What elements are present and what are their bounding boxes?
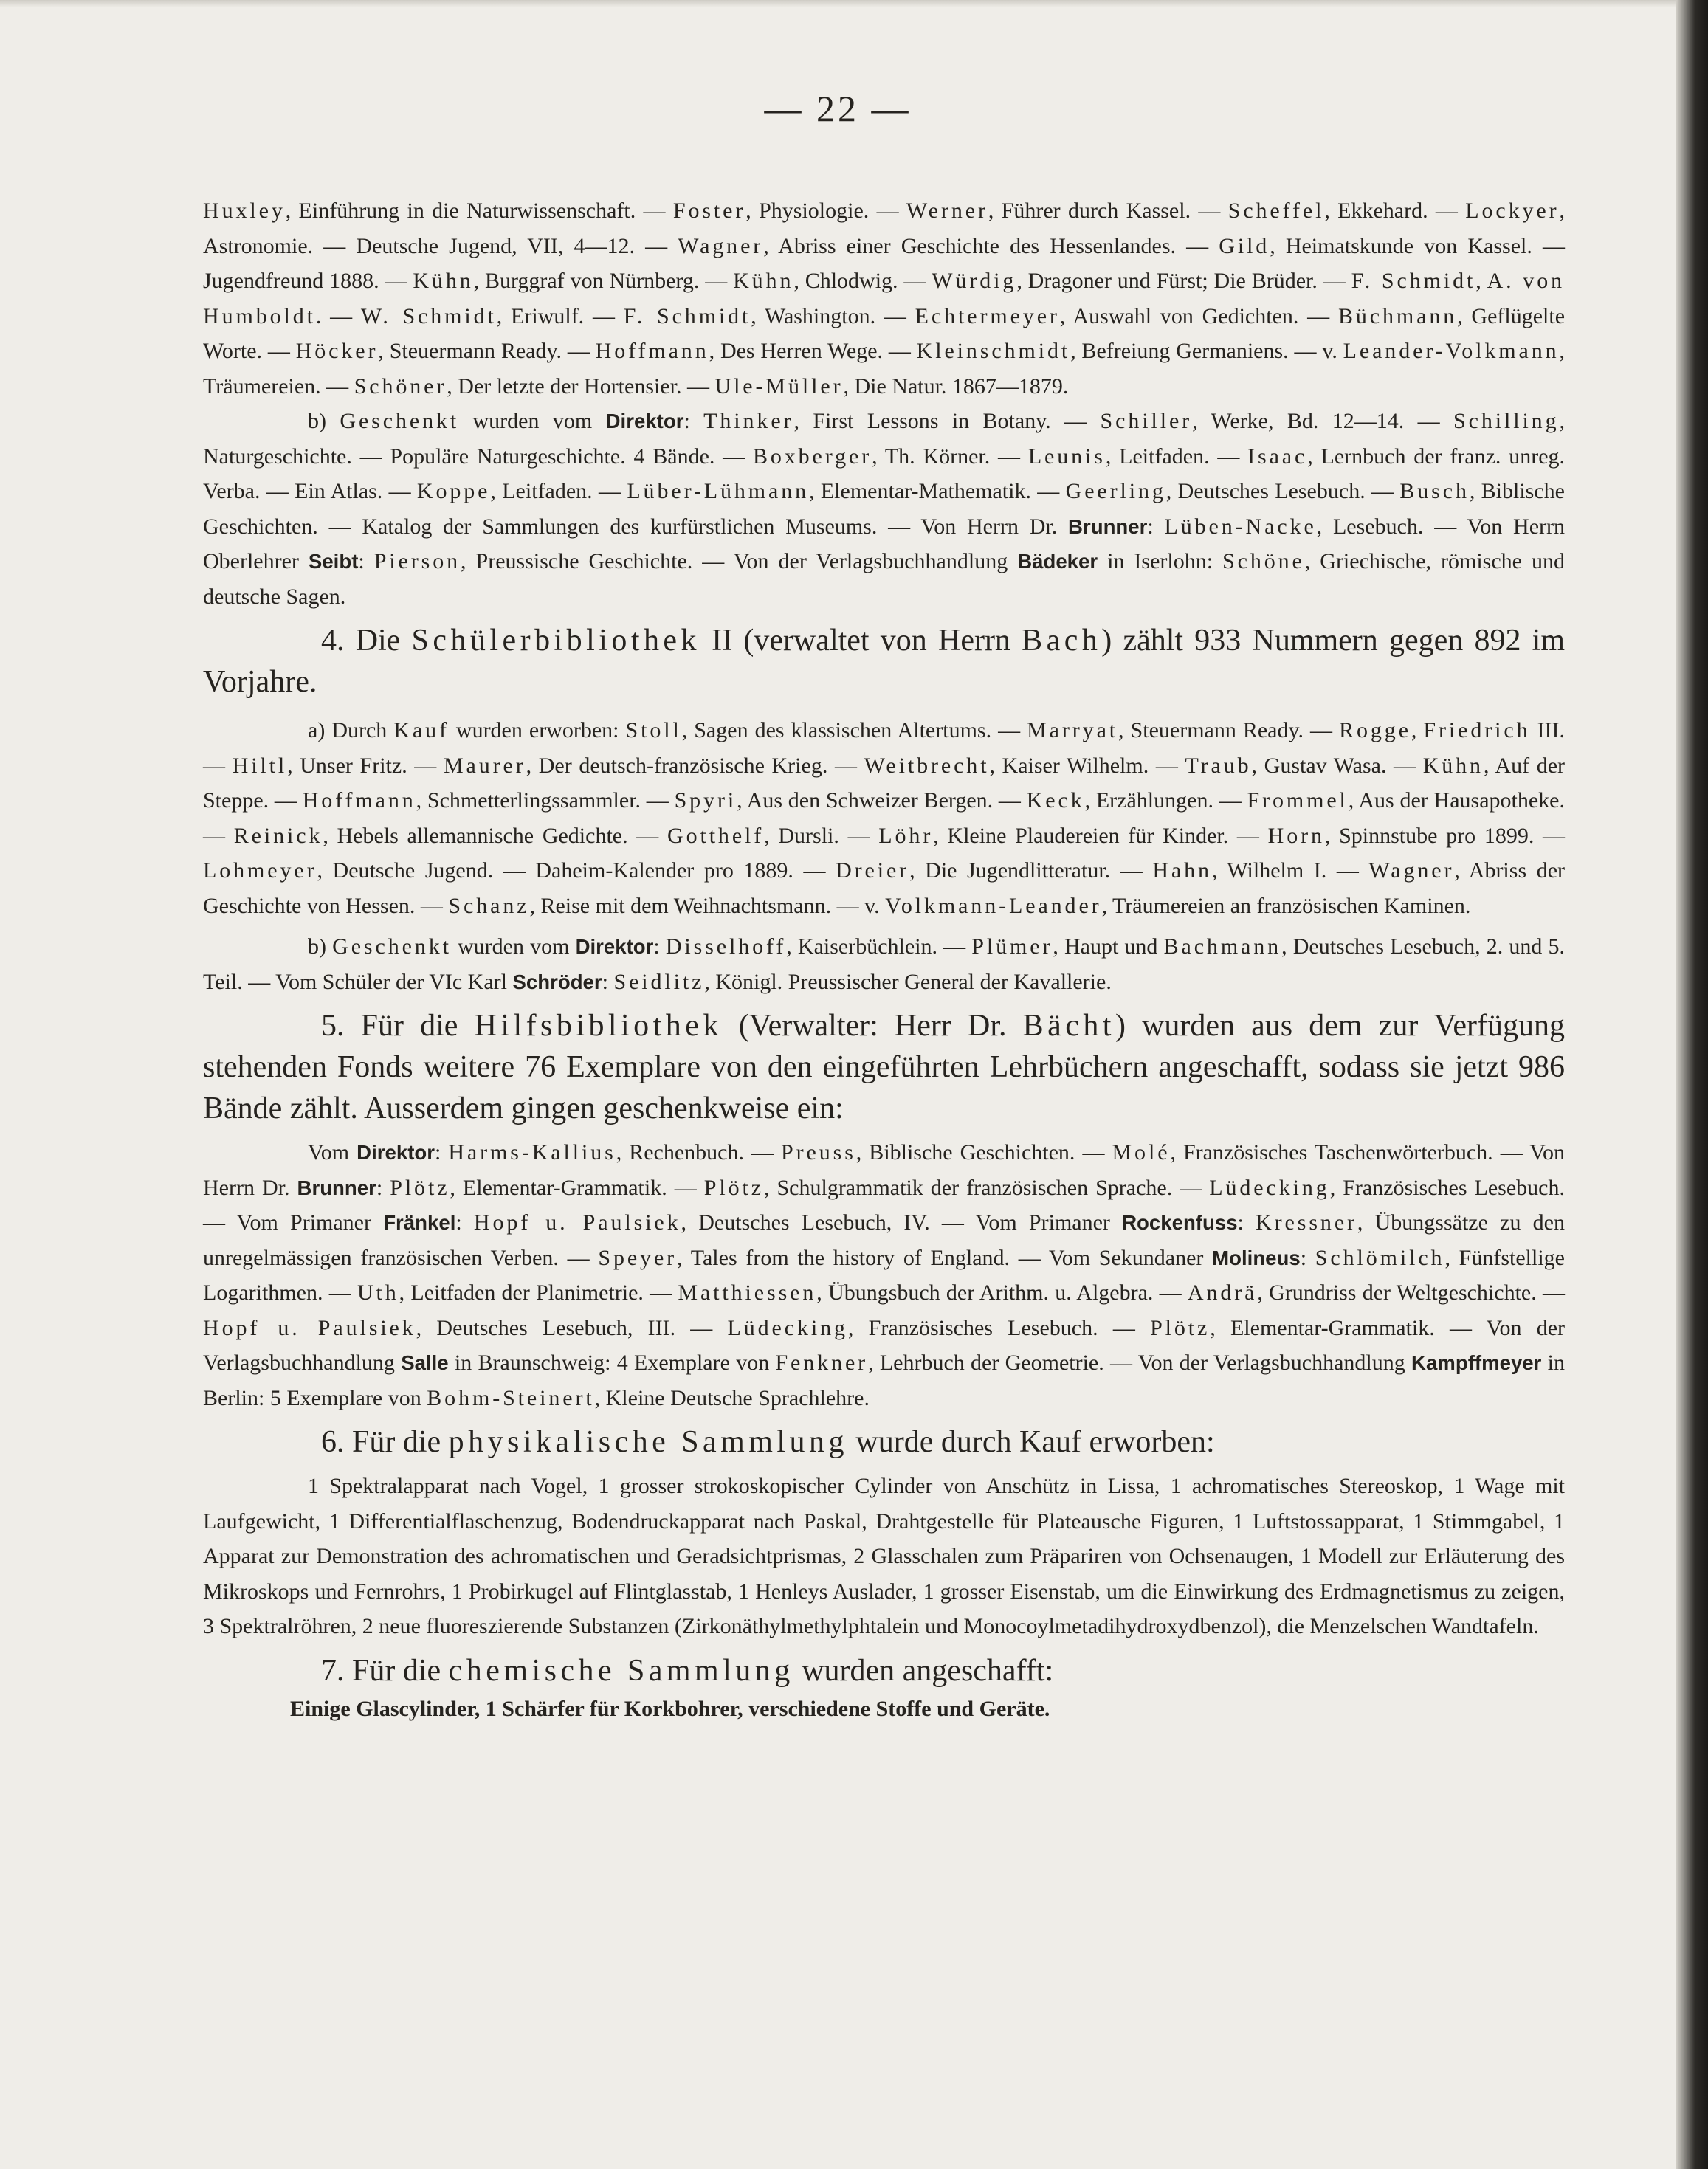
text-run: , Tales from the history of England. — Vom Sekundaner [677,1245,1213,1270]
spaced-name: Bächt [1022,1009,1115,1043]
spaced-name: Pierson [373,549,461,573]
spaced-name: Werner [906,199,988,223]
spaced-name: Echtermeyer [915,303,1060,328]
text-run: wurde durch Kauf erworben: [847,1425,1215,1459]
spaced-name: Uth [357,1280,399,1305]
spaced-name: Busch [1399,479,1470,503]
text-run: , Kleine Deutsche Sprachlehre. [594,1385,870,1410]
text-run: , Träumereien. — [203,339,1565,399]
text-run: , Grundriss der Weltgeschichte. — [1257,1280,1565,1305]
spaced-name: Koppe [416,479,491,503]
text-run: wurden vom [459,409,606,433]
text-run: , Lehrbuch der Geometrie. — Von der Verlagsbuchhandlung [868,1351,1412,1375]
text-run: , Werke, Bd. 12—14. — [1192,409,1454,433]
spaced-name: Kauf [393,718,450,742]
text-run: , Chlodwig. — [793,269,932,293]
text-run: , Haupt und [1053,934,1164,959]
spaced-name: Schöner [354,373,447,399]
text-run: , Gustav Wasa. — [1251,753,1423,778]
spaced-name: Dreier [836,858,910,883]
spaced-name: Speyer [598,1245,678,1270]
text-run: ) zählt 933 Nummern gegen 892 im Vorjahre. [203,624,1565,699]
text-run: , Deutsches Lesebuch, IV. — Vom Primaner [681,1210,1123,1235]
text-run: , Übungsbuch der Arithm. u. Algebra. — [816,1280,1188,1305]
text-run: , Befreiung Germaniens. — v. [1070,339,1343,363]
spaced-name: Geschenkt [332,934,452,959]
spaced-name: physikalische Sammlung [448,1425,848,1459]
text-run: b) [308,409,340,433]
section-heading-5 [203,1005,1565,1129]
spaced-name: Volkmann-Leander [885,893,1102,918]
text-run: , Astronomie. — Deutsche Jugend, VII, 4—12. — [203,199,1565,258]
text-run: , [1411,718,1424,742]
spaced-name: Schanz [448,893,530,918]
spaced-name: Foster [672,199,746,223]
spaced-name: Maurer [443,753,526,778]
spaced-name: Frommel [1247,788,1349,813]
text-run: , Aus den Schweizer Bergen. — [737,788,1027,813]
text-run: in Berlin: 5 Exemplare von [203,1351,1565,1410]
text-run: , Kleine Plaudereien für Kinder. — [933,823,1268,848]
text-run: 4. Die [321,624,412,658]
text-run: , Einführung in die Naturwissenschaft. — [285,199,673,223]
paragraph-donations-pupils [203,929,1565,999]
spaced-name: Wagner [1368,858,1455,883]
spaced-name: Kühn [733,269,794,293]
text-run: , Wilhelm I. — [1211,858,1369,883]
spaced-name: Thinker [703,409,794,433]
bold-name: Direktor [575,935,654,958]
text-run: . — [315,303,361,328]
spaced-name: Plötz [390,1175,450,1200]
spaced-name: Hoffmann [302,788,416,813]
spaced-name: Rogge [1339,718,1411,742]
text-run: , Steuermann Ready. — [1118,718,1340,742]
text-run: : [376,1175,390,1200]
page-number: — 22 — [764,88,912,129]
text-run: , Sagen des klassischen Altertums. — [681,718,1027,742]
spaced-name: Seidlitz [613,969,705,994]
text-run: in Braunschweig: 4 Exemplare von [448,1351,776,1375]
spaced-name: Spyri [674,788,737,813]
spaced-name: Hilfsbibliothek [474,1009,723,1043]
text-run: , Deutsches Lesebuch, III. — [416,1315,728,1340]
section-heading-7 [203,1650,1565,1692]
text-run: , Burggraf von Nürnberg. — [473,269,734,293]
text-run: , Geflügelte Worte. — [203,303,1566,363]
text-run: , Auf der Steppe. — [203,753,1566,813]
scan-top-shadow [0,0,1676,7]
spaced-name: Lüben-Nacke [1164,514,1317,539]
spaced-name: F. Schmidt [623,303,751,328]
text-run: , Deutsches Lesebuch. — [1165,479,1400,503]
text-run: , Leitfaden. — [1105,444,1248,469]
text-run: : [358,549,374,573]
text-run: : [1300,1245,1315,1270]
text-run: , Physiologie. — [745,199,906,223]
spaced-name: W. Schmidt [360,303,497,328]
text-run: : [1147,514,1165,539]
paragraph-purchases [203,713,1565,923]
text-run: , Auswahl von Gedichten. — [1059,303,1338,328]
text-run: , First Lessons in Botany. — [793,409,1101,433]
spaced-name: Plümer [971,934,1053,959]
text-run: , Biblische Geschichten. — Katalog der Sammlungen des kurfürstlichen Museums. — Von Herrn Dr. [203,479,1565,539]
bold-name: Bädeker [1017,550,1098,573]
text-run: , Deutsches Lesebuch, 2. und 5. Teil. — Vom Schüler der VIc Karl [203,934,1565,994]
text-run: , Th. Körner. — [872,444,1028,469]
text-run: , [1475,269,1487,293]
spaced-name: Keck [1026,788,1085,813]
spaced-name: Plötz [1150,1315,1211,1340]
text-run: , Abriss einer Geschichte des Hessenlandes. — [763,233,1219,258]
text-run: , Aus der Hausapotheke. — [203,788,1565,848]
spaced-name: Schlömilch [1315,1245,1445,1270]
spaced-name: Hiltl [232,753,288,778]
spaced-name: Harms-Kallius [448,1140,616,1165]
bold-name: Salle [401,1351,449,1374]
spaced-name: Leander-Volkmann [1343,339,1560,363]
paragraph-aux-library-donations [203,1135,1565,1415]
spaced-name: Hoffmann [595,339,709,363]
text-run: , Träumereien an französischen Kaminen. [1101,893,1471,918]
spaced-name: A. von Humboldt [203,269,1565,328]
text-run: , Französisches Lesebuch. — Vom Primaner [203,1175,1565,1235]
text-run: , Übungssätze zu den unregelmässigen französischen Verben. — [203,1210,1565,1270]
spaced-name: Löhr [878,823,934,848]
spaced-name: Ule-Müller [714,373,844,399]
text-run: Vom [308,1140,357,1165]
spaced-name: Kleinschmidt [916,339,1071,363]
bold-name: Rockenfuss [1122,1211,1238,1234]
bold-name: Brunner [1068,514,1148,538]
text-run: in Iserlohn: [1098,549,1223,573]
spaced-name: Gotthelf [667,823,765,848]
text-run: a) Durch [308,718,394,742]
spaced-name: Andrä [1187,1280,1258,1305]
spaced-name: Marryat [1027,718,1119,742]
text-run: , Königl. Preussischer General der Kavallerie. [704,969,1112,994]
text-run: , Schmetterlingssammler. — [416,788,675,813]
text-run: ) wurden aus dem zur Verfügung stehenden Fonds weitere 76 Exemplare von den eingeführten Lehrbüchern angeschafft, sodass sie jetzt 986 Bände zählt. Ausserdem gingen geschenkweise ein: [203,1009,1566,1125]
spaced-name: Schiller [1100,409,1193,433]
spaced-name: Kühn [413,269,474,293]
text-run: , Französisches Taschenwörterbuch. — Von Herrn Dr. [203,1140,1565,1200]
text-run: , Preussische Geschichte. — Von der Verlagsbuchhandlung [461,549,1018,573]
spaced-name: Weitbrecht [864,753,990,778]
text-run: , Fünfstellige Logarithmen. — [203,1245,1565,1305]
text-run: wurden vom [451,934,576,959]
bold-name: Brunner [297,1176,376,1199]
text-run: 6. Für die [321,1425,449,1459]
section-heading-4 [203,620,1565,703]
text-run: , Schulgrammatik der französischen Sprache. — [763,1175,1210,1200]
text-run: 5. Für die [321,1009,475,1043]
text-run: , Spinnstube pro 1899. — [1324,823,1566,848]
spaced-name: Hopf u. Paulsiek [203,1315,416,1340]
text-run: , Elementar-Grammatik. — [450,1175,704,1200]
text-run: , Des Herren Wege. — [709,339,917,363]
bold-name: Direktor [357,1141,435,1164]
spaced-name: Gild [1219,233,1270,258]
text-run: , Der deutsch-französische Krieg. — [526,753,864,778]
text-run: : [683,409,704,433]
text-run: II (verwaltet von Herrn [700,624,1022,658]
spaced-name: Bachmann [1163,934,1282,959]
spaced-name: Schülerbibliothek [411,624,700,658]
text-run: , Biblische Geschichten. — [855,1140,1112,1165]
spaced-name: Lohmeyer [203,858,317,883]
spaced-name: Bohm-Steinert [427,1385,595,1410]
spaced-name: Geschenkt [340,409,460,433]
spaced-name: Boxberger [752,444,872,469]
spaced-name: Plötz [703,1175,764,1200]
text-run: 7. Für die [321,1653,449,1688]
paragraph-physics-collection: 1 Spektralapparat nach Vogel, 1 grosser strokoskopischer Cylinder von Anschütz in Lissa, 1 achromatisches Stereoskop, 1 Wage mit Laufgewicht, 1 Differentialflaschenzug, Bodendruckapparat nach Paskal, Drahtgestelle für Plateausche Figuren, 1 Luftstossapparat, 1 Stimmgabel, 1 Apparat zur Demonstration des achromatischen und Geradsichtprismas, 2 Glasschalen zum Präpariren von Ochsenaugen, 1 Modell zur Erläuterung des Mikroskops und Fernrohrs, 1 Probirkugel auf Flintglasstab, 1 Henleys Auslader, 1 grosser Eisenstab, um die Einwirkung des Erdmagnetismus zu zeigen, 3 Spektralröhren, 2 neue fluoreszierende Substanzen (Zirkonäthylmethylphtalein und Monocoylmetadihydroxydbenzol), die Menzelschen Wandtafeln. [203,1474,1565,1638]
text-run: : [653,934,666,959]
text-run: , Washington. — [751,303,915,328]
text-run: , Naturgeschichte. — Populäre Naturgeschichte. 4 Bände. — [203,409,1565,469]
text-run: , Lernbuch der franz. unreg. Verba. — Ein Atlas. — [203,444,1566,503]
text-run: , Deutsche Jugend. — Daheim-Kalender pro 1889. — [317,858,836,883]
text-run: , Heimatskunde von Kassel. — Jugendfreund 1888. — [203,233,1565,293]
text-run: b) [308,934,333,959]
text-run: , Lesebuch. — Von Herrn Oberlehrer [203,514,1566,573]
spaced-name: Horn [1267,823,1325,848]
spaced-name: Lockyer [1465,199,1560,223]
text-run: : [1237,1210,1256,1235]
text-run: , Dragoner und Fürst; Die Brüder. — [1016,269,1351,293]
spaced-name: Geerling [1065,479,1166,503]
spaced-name: Hopf u. Paulsiek [473,1210,681,1235]
bold-name: Kampffmeyer [1411,1351,1542,1374]
spaced-name: Lüber-Lühmann [627,479,810,503]
text-run: , Leitfaden. — [490,479,627,503]
text-run: , Elementar-Grammatik. — Von der Verlagsbuchhandlung [203,1315,1565,1375]
spaced-name: Büchmann [1337,303,1458,328]
text-run: , Reise mit dem Weihnachtsmann. — v. [529,893,886,918]
paragraph-chemistry-collection: Einige Glascylinder, 1 Schärfer für Korkbohrer, verschiedene Stoffe und Geräte. [290,1696,1050,1721]
spaced-name: Bach [1022,624,1102,658]
spaced-name: Hahn [1152,858,1212,883]
text-run: , Rechenbuch. — [616,1140,782,1165]
text-run: , Ekkehard. — [1324,199,1466,223]
spaced-name: Schilling [1453,409,1560,433]
spaced-name: Kühn [1422,753,1484,778]
spaced-name: Preuss [781,1140,856,1165]
spaced-name: Lüdecking [727,1315,848,1340]
spaced-name: chemische Sammlung [448,1653,794,1688]
text-run: , Eriwulf. — [496,303,624,328]
text-run: , Griechische, römische und deutsche Sagen. [203,549,1565,609]
spaced-name: Friedrich [1423,718,1531,742]
text-run: , Kaiser Wilhelm. — [989,753,1185,778]
spaced-name: F. Schmidt [1351,269,1476,293]
text-run: : [455,1210,474,1235]
text-run: III. — [203,718,1565,778]
text-run: , Kaiserbüchlein. — [786,934,972,959]
text-run: wurden erworben: [449,718,626,742]
text-run: , Leitfaden der Planimetrie. — [399,1280,678,1305]
spaced-name: Scheffel [1227,199,1325,223]
spaced-name: Stoll [625,718,682,742]
spaced-name: Huxley [203,199,286,223]
spaced-name: Isaac [1247,444,1308,469]
spaced-name: Schöne [1222,549,1305,573]
text-run: , Abriss der Geschichte von Hessen. — [203,858,1565,918]
scan-edge-shadow [1676,0,1708,2169]
text-run: , Der letzte der Hortensier. — [447,373,715,399]
text-run: , Die Natur. 1867—1879. [843,373,1069,399]
spaced-name: Molé [1112,1140,1171,1165]
text-run: , Hebels allemannische Gedichte. — [323,823,667,848]
bold-name: Molineus [1212,1246,1301,1269]
text-run: , Führer durch Kassel. — [988,199,1228,223]
spaced-name: Reinick [233,823,323,848]
bold-name: Direktor [605,410,684,432]
spaced-name: Disselhoff [665,934,787,959]
paragraph-library-list [203,193,1565,404]
page-content [203,193,1565,1726]
spaced-name: Matthiessen [678,1280,817,1305]
text-run: (Verwalter: Herr Dr. [722,1009,1023,1043]
text-run: : [434,1140,449,1165]
text-run: , Steuermann Ready. — [378,339,596,363]
text-run: , Erzählungen. — [1084,788,1247,813]
text-run: , Französisches Lesebuch. — [847,1315,1151,1340]
section-heading-6 [203,1421,1565,1463]
spaced-name: Leunis [1027,444,1106,469]
bold-name: Fränkel [383,1211,456,1234]
text-run: , Unser Fritz. — [287,753,444,778]
spaced-name: Fenkner [775,1351,869,1375]
text-run: : [602,969,614,994]
spaced-name: Wagner [678,233,764,258]
text-run: wurden angeschafft: [793,1653,1054,1688]
spaced-name: Traub [1185,753,1252,778]
bold-name: Schröder [512,970,602,993]
paragraph-donations-director [203,404,1565,614]
text-run: , Die Jugendlitteratur. — [909,858,1153,883]
spaced-name: Lüdecking [1209,1175,1330,1200]
text-run: , Elementar-Mathematik. — [809,479,1066,503]
text-run: , Dursli. — [764,823,879,848]
bold-name: Seibt [308,550,359,573]
spaced-name: Kressner [1256,1210,1357,1235]
spaced-name: Höcker [295,339,379,363]
spaced-name: Würdig [932,269,1017,293]
